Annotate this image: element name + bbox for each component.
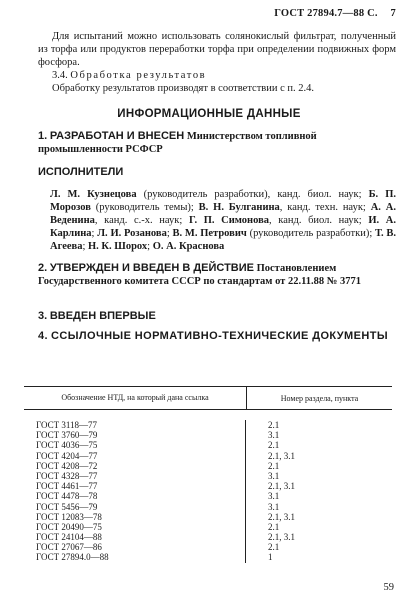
section-2-text: Постановлением Государственного комитета СССР по стандартам от 22.11.88 № 3771: [38, 263, 361, 287]
table-body: [24, 410, 392, 563]
executor-name: Б. П. Морозов: [50, 189, 396, 213]
cell-document: ГОСТ 4328—77: [24, 471, 246, 481]
footer-page-number: 59: [383, 582, 394, 593]
section-1: [38, 130, 396, 156]
section-4-caption: ССЫЛОЧНЫЕ НОРМАТИВНО-ТЕХНИЧЕСКИЕ ДОКУМЕНТЫ: [51, 330, 388, 342]
executor-name: Н. К. Шорох: [88, 241, 148, 252]
executor-name: Л. И. Розанова: [97, 228, 167, 239]
executor-name: В. М. Петрович: [172, 228, 247, 239]
standard-code: ГОСТ 27894.7—88: [274, 8, 365, 19]
cell-section: 2.1, 3.1: [268, 511, 295, 522]
executors-list: [50, 188, 396, 253]
page-letter: С.: [367, 8, 378, 19]
cell-section: 3.1: [268, 470, 280, 481]
table-row: [24, 491, 392, 501]
references-table: [24, 386, 392, 563]
table-row: [24, 481, 392, 491]
executor-role: (руководитель разработки);: [246, 228, 376, 239]
table-row: [24, 471, 392, 481]
executor-role: , канд. техн. наук;: [279, 202, 371, 213]
table-row: [24, 512, 392, 522]
section-2: [38, 262, 396, 288]
page-header: [274, 8, 396, 19]
section-3-caption: ВВЕДЕН ВПЕРВЫЕ: [49, 310, 156, 322]
executor-name: Л. М. Кузнецова: [50, 189, 137, 200]
intro-paragraph: Для испытаний можно использовать солянокислый фильтрат, полученный из торфа или продуктов переработки торфа при определении подвижных форм фосфора.: [38, 31, 396, 68]
cell-document: ГОСТ 27894.0—88: [24, 552, 246, 562]
executor-role: ;: [91, 228, 98, 239]
executor-role: ;: [82, 241, 89, 252]
cell-document: ГОСТ 4208—72: [24, 461, 246, 471]
column-header-section: Номер раздела, пункта: [280, 393, 359, 403]
section-2-number: 2.: [38, 262, 48, 274]
executor-name: Г. П. Симонова: [188, 215, 269, 226]
executor-role: (руководитель темы);: [90, 202, 199, 213]
page-number: 7: [390, 8, 396, 19]
clause-number: 3.4.: [52, 70, 68, 81]
executor-role: , канд. биол. наук;: [269, 215, 369, 226]
section-1-number: 1.: [38, 130, 48, 142]
table-row: [24, 461, 392, 471]
cell-document: ГОСТ 20490—75: [24, 522, 246, 532]
executor-name: В. Н. Булганина: [198, 202, 280, 213]
cell-section: 3.1: [268, 430, 280, 441]
cell-section: 3.1: [268, 501, 280, 512]
executor-name: А. А. Веденина: [50, 202, 396, 226]
executor-name: Т. В. Агеева: [50, 228, 396, 252]
cell-section: 3.1: [268, 491, 280, 502]
clause-3-4: [38, 69, 396, 82]
executor-role: ;: [166, 228, 173, 239]
table-row: [24, 522, 392, 532]
section-3-number: 3.: [38, 310, 48, 322]
section-2-caption: УТВЕРЖДЕН И ВВЕДЕН В ДЕЙСТВИЕ: [49, 262, 254, 274]
executor-role: , канд. с.-х. наук;: [94, 215, 189, 226]
table-header: [24, 386, 392, 410]
table-row: [24, 532, 392, 542]
cell-document: ГОСТ 3118—77: [24, 420, 246, 430]
cell-document: ГОСТ 4461—77: [24, 481, 246, 491]
table-row: [24, 451, 392, 461]
table-row: [24, 542, 392, 552]
cell-document: ГОСТ 3760—79: [24, 430, 246, 440]
cell-section: 2.1, 3.1: [268, 450, 295, 461]
cell-section: 2.1: [268, 440, 280, 451]
column-header-document: Обозначение НТД, на который дана ссылка: [24, 387, 247, 409]
table-row: [24, 552, 392, 562]
info-title: ИНФОРМАЦИОННЫЕ ДАННЫЕ: [117, 108, 301, 120]
results-paragraph: Обработку результатов производят в соответствии с п. 2.4.: [52, 83, 315, 94]
table-row: [24, 430, 392, 440]
cell-section: 2.1: [268, 420, 280, 430]
table-row: [24, 420, 392, 430]
executor-role: ;: [147, 241, 153, 252]
section-1-caption: РАЗРАБОТАН И ВНЕСЕН: [49, 130, 185, 142]
cell-document: ГОСТ 27067—86: [24, 542, 246, 552]
executors-heading: ИСПОЛНИТЕЛИ: [38, 166, 124, 178]
cell-document: ГОСТ 12083—78: [24, 512, 246, 522]
cell-document: ГОСТ 4036—75: [24, 440, 246, 450]
cell-document: ГОСТ 4204—77: [24, 451, 246, 461]
cell-section: 2.1: [268, 460, 280, 471]
executor-name: И. А. Карлина: [50, 215, 396, 239]
section-3: [38, 310, 396, 323]
section-1-text: Министерством топливной промышленности РСФСР: [38, 131, 317, 155]
table-row: [24, 502, 392, 512]
executor-role: (руководитель разработки), канд. биол. наук;: [136, 189, 369, 200]
section-4-number: 4.: [38, 330, 48, 342]
cell-document: ГОСТ 24104—88: [24, 532, 246, 542]
cell-document: ГОСТ 4478—78: [24, 491, 246, 501]
cell-document: ГОСТ 5456—79: [24, 502, 246, 512]
clause-title: Обработка результатов: [70, 70, 207, 81]
cell-section: 2.1: [268, 521, 280, 532]
cell-section: 2.1, 3.1: [268, 532, 295, 543]
cell-section: 1: [268, 552, 273, 563]
cell-section: 2.1: [268, 542, 280, 553]
section-4: [38, 330, 396, 343]
table-row: [24, 440, 392, 450]
executor-name: О. А. Краснова: [152, 241, 225, 252]
cell-section: 2.1, 3.1: [268, 481, 295, 492]
